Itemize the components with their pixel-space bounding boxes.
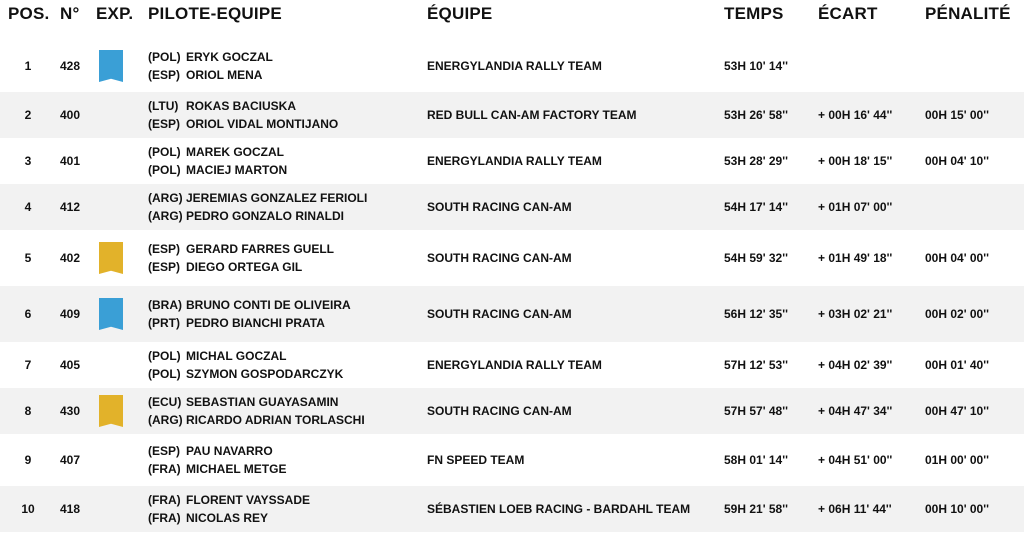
cell-temps: 54H 17' 14'' (724, 200, 788, 214)
cell-num: 400 (60, 108, 81, 122)
copilot-line (148, 161, 287, 179)
table-row (0, 230, 1024, 286)
cell-penalite: 00H 10' 00'' (925, 502, 989, 516)
pilot-nationality: (ESP) (148, 242, 181, 256)
pilot-line (148, 189, 367, 207)
table-row (0, 286, 1024, 342)
cell-penalite: 00H 04' 00'' (925, 251, 989, 265)
cell-pilots (148, 189, 367, 225)
cell-num: 402 (60, 251, 81, 265)
cell-penalite: 00H 15' 00'' (925, 108, 989, 122)
cell-team: SOUTH RACING CAN-AM (427, 307, 572, 321)
copilot-nationality: (PRT) (148, 316, 180, 330)
copilot-line (148, 115, 338, 133)
cell-temps: 53H 10' 14'' (724, 59, 788, 73)
pilot-line (148, 296, 351, 314)
table-row (0, 486, 1024, 532)
cell-pilots (148, 491, 310, 527)
cell-num: 407 (60, 453, 81, 467)
pilot-name: MICHAL GOCZAL (186, 349, 287, 363)
copilot-nationality: (POL) (148, 163, 181, 177)
copilot-name: RICARDO ADRIAN TORLASCHI (186, 413, 365, 427)
cell-pos: 2 (24, 108, 32, 122)
copilot-line (148, 66, 273, 84)
copilot-name: ORIOL VIDAL MONTIJANO (186, 117, 339, 131)
cell-penalite: 00H 04' 10'' (925, 154, 989, 168)
table-row (0, 40, 1024, 92)
pilot-nationality: (ARG) (148, 191, 183, 205)
cell-temps: 59H 21' 58'' (724, 502, 788, 516)
pilot-nationality: (POL) (148, 349, 181, 363)
pilot-name: BRUNO CONTI DE OLIVEIRA (186, 298, 351, 312)
cell-pos: 1 (24, 59, 32, 73)
pilot-nationality: (ESP) (148, 444, 181, 458)
pilot-name: PAU NAVARRO (186, 444, 273, 458)
cell-pos: 7 (24, 358, 32, 372)
pilot-nationality: (POL) (148, 145, 181, 159)
gold-flag-icon (99, 242, 123, 274)
table-row (0, 388, 1024, 434)
pilot-line (148, 97, 338, 115)
copilot-line (148, 365, 343, 383)
pilot-name: ERYK GOCZAL (186, 50, 273, 64)
cell-ecart: + 00H 16' 44'' (818, 108, 893, 122)
header-num: N° (60, 4, 80, 23)
pilot-line (148, 491, 310, 509)
copilot-nationality: (POL) (148, 367, 181, 381)
cell-num: 428 (60, 59, 81, 73)
copilot-nationality: (FRA) (148, 511, 181, 525)
copilot-name: DIEGO ORTEGA GIL (186, 260, 303, 274)
cell-num: 401 (60, 154, 81, 168)
cell-team: SÉBASTIEN LOEB RACING - BARDAHL TEAM (427, 502, 691, 516)
blue-flag-icon (99, 50, 123, 82)
copilot-line (148, 509, 310, 527)
copilot-nationality: (ESP) (148, 68, 181, 82)
pilot-name: JEREMIAS GONZALEZ FERIOLI (186, 191, 368, 205)
header-ecart: ÉCART (818, 4, 878, 23)
table-row (0, 92, 1024, 138)
cell-penalite: 00H 47' 10'' (925, 404, 989, 418)
cell-pilots (148, 393, 365, 429)
header-penalite: PÉNALITÉ (925, 4, 1011, 23)
cell-ecart: + 04H 02' 39'' (818, 358, 893, 372)
cell-temps: 58H 01' 14'' (724, 453, 788, 467)
pilot-line (148, 240, 334, 258)
copilot-nationality: (FRA) (148, 462, 181, 476)
header-exp: EXP. (96, 4, 134, 23)
cell-ecart: + 01H 49' 18'' (818, 251, 893, 265)
cell-pilots (148, 97, 338, 133)
pilot-nationality: (LTU) (148, 99, 179, 113)
cell-ecart: + 01H 07' 00'' (818, 200, 893, 214)
cell-team: SOUTH RACING CAN-AM (427, 404, 572, 418)
cell-pos: 4 (24, 200, 32, 214)
cell-pos: 8 (24, 404, 32, 418)
blue-flag-icon (99, 298, 123, 330)
header-equipe: ÉQUIPE (427, 4, 493, 23)
cell-pilots (148, 48, 273, 84)
gold-flag-icon (99, 395, 123, 427)
table-row (0, 342, 1024, 388)
pilot-line (148, 393, 365, 411)
table-row (0, 184, 1024, 230)
cell-temps: 57H 12' 53'' (724, 358, 788, 372)
pilot-name: FLORENT VAYSSADE (186, 493, 311, 507)
cell-num: 412 (60, 200, 81, 214)
pilot-name: SEBASTIAN GUAYASAMIN (186, 395, 339, 409)
cell-penalite: 00H 02' 00'' (925, 307, 989, 321)
cell-pos: 6 (24, 307, 32, 321)
pilot-line (148, 442, 286, 460)
cell-team: FN SPEED TEAM (427, 453, 525, 467)
copilot-name: PEDRO GONZALO RINALDI (186, 209, 344, 223)
copilot-name: PEDRO BIANCHI PRATA (186, 316, 325, 330)
table-body (0, 40, 1024, 532)
pilot-name: GERARD FARRES GUELL (186, 242, 335, 256)
pilot-nationality: (FRA) (148, 493, 181, 507)
pilot-name: MAREK GOCZAL (186, 145, 284, 159)
copilot-line (148, 411, 365, 429)
cell-pilots (148, 240, 334, 276)
cell-pilots (148, 143, 287, 179)
copilot-name: ORIOL MENA (186, 68, 263, 82)
cell-team: ENERGYLANDIA RALLY TEAM (427, 154, 602, 168)
cell-pilots (148, 347, 343, 383)
cell-team: RED BULL CAN-AM FACTORY TEAM (427, 108, 637, 122)
copilot-name: SZYMON GOSPODARCZYK (186, 367, 344, 381)
cell-pos: 3 (24, 154, 32, 168)
pilot-nationality: (POL) (148, 50, 181, 64)
copilot-nationality: (ESP) (148, 260, 181, 274)
pilot-line (148, 48, 273, 66)
cell-penalite: 01H 00' 00'' (925, 453, 989, 467)
cell-team: ENERGYLANDIA RALLY TEAM (427, 358, 602, 372)
pilot-nationality: (BRA) (148, 298, 182, 312)
cell-num: 409 (60, 307, 81, 321)
copilot-nationality: (ARG) (148, 209, 183, 223)
cell-penalite: 00H 01' 40'' (925, 358, 989, 372)
table-header (0, 0, 1024, 40)
cell-ecart: + 04H 47' 34'' (818, 404, 893, 418)
copilot-name: MICHAEL METGE (186, 462, 287, 476)
copilot-nationality: (ESP) (148, 117, 181, 131)
cell-temps: 56H 12' 35'' (724, 307, 788, 321)
cell-pos: 5 (24, 251, 32, 265)
pilot-line (148, 347, 343, 365)
cell-team: SOUTH RACING CAN-AM (427, 251, 572, 265)
copilot-nationality: (ARG) (148, 413, 183, 427)
pilot-nationality: (ECU) (148, 395, 182, 409)
cell-pos: 10 (21, 502, 35, 516)
copilot-line (148, 258, 334, 276)
cell-temps: 54H 59' 32'' (724, 251, 788, 265)
copilot-name: MACIEJ MARTON (186, 163, 288, 177)
table-row (0, 434, 1024, 486)
cell-pos: 9 (24, 453, 32, 467)
cell-temps: 53H 28' 29'' (724, 154, 788, 168)
copilot-name: NICOLAS REY (186, 511, 269, 525)
copilot-line (148, 460, 286, 478)
pilot-line (148, 143, 287, 161)
cell-ecart: + 00H 18' 15'' (818, 154, 893, 168)
cell-pilots (148, 296, 351, 332)
pilot-name: ROKAS BACIUSKA (186, 99, 297, 113)
cell-num: 405 (60, 358, 81, 372)
table-row (0, 138, 1024, 184)
cell-temps: 57H 57' 48'' (724, 404, 788, 418)
header-temps: TEMPS (724, 4, 784, 23)
cell-team: ENERGYLANDIA RALLY TEAM (427, 59, 602, 73)
cell-ecart: + 03H 02' 21'' (818, 307, 893, 321)
cell-num: 430 (60, 404, 81, 418)
header-pos: POS. (8, 4, 50, 23)
header-pilote: PILOTE-EQUIPE (148, 4, 282, 23)
cell-num: 418 (60, 502, 81, 516)
cell-team: SOUTH RACING CAN-AM (427, 200, 572, 214)
copilot-line (148, 314, 351, 332)
copilot-line (148, 207, 367, 225)
cell-ecart: + 06H 11' 44'' (818, 502, 892, 516)
cell-ecart: + 04H 51' 00'' (818, 453, 893, 467)
cell-pilots (148, 442, 286, 478)
cell-temps: 53H 26' 58'' (724, 108, 788, 122)
